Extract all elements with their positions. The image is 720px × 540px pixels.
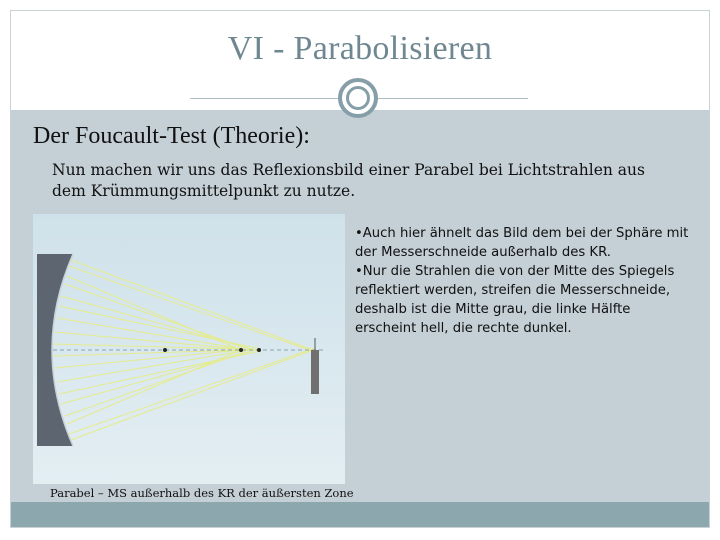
footer-bar <box>11 502 709 527</box>
figure-caption: Parabel – MS außerhalb des KR der äußersten Zone <box>50 486 354 500</box>
focal-point-center <box>239 348 243 352</box>
focal-point-right <box>257 348 261 352</box>
knife-edge <box>311 350 319 394</box>
note-item: •Nur die Strahlen die von der Mitte des Spiegels reflektiert werden, streifen die Messerschneide, deshalb ist die Mitte grau, die linke Hälfte erscheint hell, die rechte dunkel. <box>355 264 675 336</box>
slide-title: VI - Parabolisieren <box>227 30 493 67</box>
focal-point-left <box>163 348 167 352</box>
intro-text <box>52 160 672 202</box>
intro-line-1: Nun machen wir uns das Reflexionsbild einer Parabel bei Lichtstrahlen aus <box>52 161 645 179</box>
note-item: •Auch hier ähnelt das Bild dem bei der Sphäre mit der Messerschneide außerhalb des KR. <box>355 226 689 260</box>
intro-line-2: dem Krümmungsmittelpunkt zu nutze. <box>52 182 356 200</box>
ring-icon <box>338 78 378 118</box>
foucault-diagram <box>33 214 345 484</box>
explanation-notes <box>355 224 695 338</box>
diagram-background <box>33 214 345 484</box>
section-heading: Der Foucault-Test (Theorie): <box>33 123 310 149</box>
